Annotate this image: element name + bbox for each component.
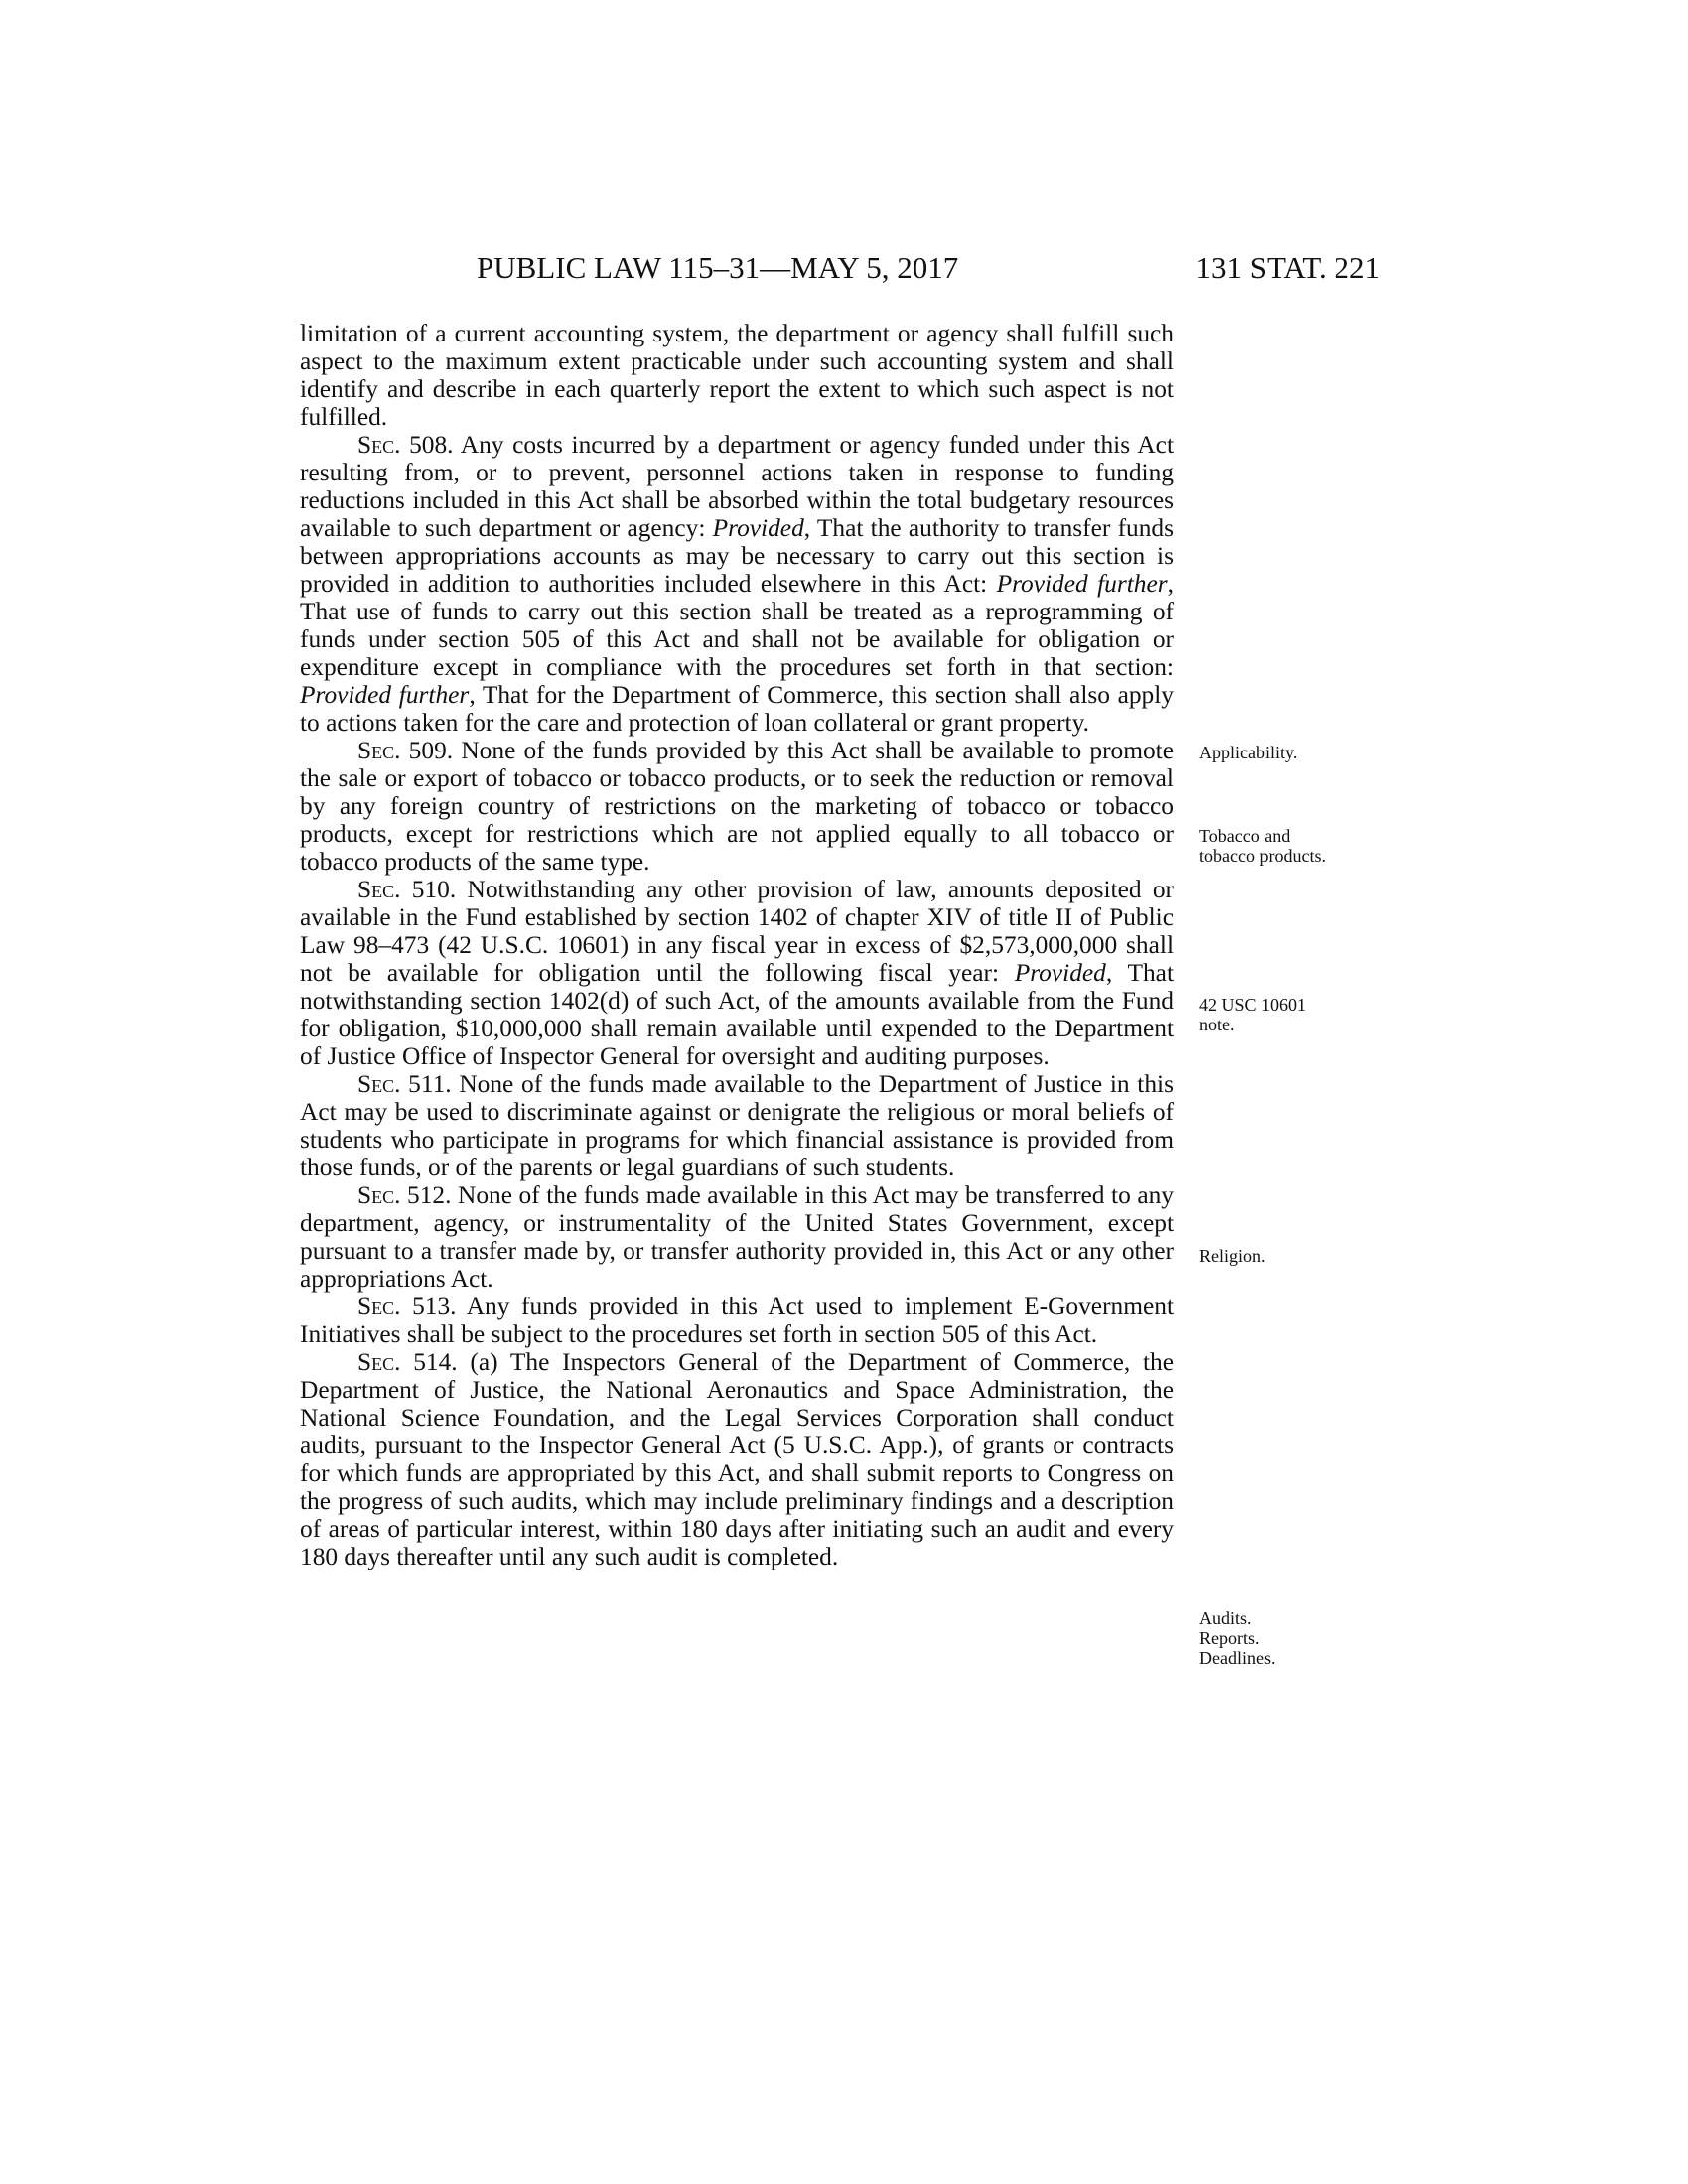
section-512-label: Sec. 512.	[357, 1181, 452, 1209]
header-title: PUBLIC LAW 115–31—MAY 5, 2017	[477, 250, 959, 285]
section-510-text-1: Notwithstanding any other provision of law, amounts deposited or available in the Fund established by section 1402 of chapter XIV of title II of Public Law 98–473 (42 U.S.C. 10601) in any fiscal year in excess of $2,573,000,000 shall not be available for obligation until the following fiscal year:	[300, 876, 1174, 987]
section-508	[300, 431, 1174, 737]
section-514	[300, 1348, 1174, 1570]
section-511-label: Sec. 511.	[357, 1070, 452, 1098]
section-508-proviso-1: Provided	[712, 514, 804, 542]
section-512-text: None of the funds made available in this Act may be transferred to any department, agency, or instrumentality of the United States Government, except pursuant to a transfer made by, or transfer authority provided in, this Act or any other appropriations Act.	[300, 1181, 1174, 1293]
margin-note-audits-line-2: Reports.	[1199, 1628, 1260, 1648]
section-511	[300, 1070, 1174, 1181]
section-510-proviso: Provided	[1014, 959, 1106, 987]
margin-note-tobacco-line-1: Tobacco and	[1199, 826, 1291, 846]
section-508-proviso-3: Provided further	[300, 681, 470, 709]
section-509-label: Sec. 509.	[357, 737, 454, 764]
margin-note-audits-line-3: Deadlines.	[1199, 1648, 1276, 1668]
section-514-text: (a) The Inspectors General of the Department of Commerce, the Department of Justice, the National Aeronautics and Space Administration, the National Science Foundation, and the Legal Services Corporation shall conduct audits, pursuant to the Inspector General Act (5 U.S.C. App.), of grants or contracts for which funds are appropriated by this Act, and shall submit reports to Congress on the progress of such audits, which may include preliminary findings and a description of areas of particular interest, within 180 days after initiating such an audit and every 180 days thereafter until any such audit is completed.	[300, 1348, 1174, 1570]
margin-note-usc-line-1: 42 USC 10601	[1199, 995, 1307, 1015]
header-page-ref: 131 STAT. 221	[1196, 250, 1380, 285]
margin-note-tobacco	[1199, 826, 1398, 866]
margin-note-tobacco-line-2: tobacco products.	[1199, 846, 1326, 866]
section-510-text-2: , That notwithstanding section 1402(d) of such Act, of the amounts available from the Fund for obligation, $10,000,000 shall remain available until expended to the Department of Justice Office of Inspector General for oversight and auditing purposes.	[300, 959, 1175, 1070]
body-text	[300, 320, 1174, 1570]
section-513-text: Any funds provided in this Act used to implement E-Government Initiatives shall be subject to the procedures set forth in section 505 of this Act.	[300, 1293, 1174, 1348]
section-514-label: Sec. 514.	[357, 1348, 458, 1376]
section-508-text-1: Any costs incurred by a department or agency funded under this Act resulting from, or to prevent, personnel actions taken in response to funding reductions included in this Act shall be absorbed within the total budgetary resources available to such department or agency:	[300, 431, 1174, 542]
margin-note-audits	[1199, 1608, 1398, 1668]
margin-note-audits-line-1: Audits.	[1199, 1608, 1252, 1628]
section-508-proviso-2: Provided further	[996, 570, 1168, 598]
section-511-text: None of the funds made available to the Department of Justice in this Act may be used to discriminate against or denigrate the religious or moral beliefs of students who participate in programs for which financial assistance is provided from those funds, or of the parents or legal guardians of such students.	[300, 1070, 1174, 1181]
margin-note-religion	[1199, 1246, 1398, 1266]
margin-note-applicability-text: Applicability.	[1199, 743, 1298, 762]
running-head	[298, 248, 1380, 288]
section-508-text-4: , That for the Department of Commerce, this section shall also apply to actions taken for the care and protection of loan collateral or grant property.	[300, 681, 1174, 737]
section-512	[300, 1181, 1174, 1293]
section-508-label: Sec. 508.	[357, 431, 454, 459]
section-508-text-3: , That use of funds to carry out this section shall be treated as a reprogramming of funds under section 505 of this Act and shall not be available for obligation or expenditure except in compliance with the procedures set forth in that section:	[300, 570, 1174, 681]
margin-note-applicability	[1199, 743, 1398, 762]
section-508-text-2: , That the authority to transfer funds between appropriations accounts as may be necessary to carry out this section is provided in addition to authorities included elsewhere in this Act:	[300, 514, 1174, 598]
continuation-paragraph: limitation of a current accounting system, the department or agency shall fulfill such aspect to the maximum extent practicable under such accounting system and shall identify and describe in each quarterly report the extent to which such aspect is not fulfilled.	[300, 320, 1174, 431]
margin-note-religion-text: Religion.	[1199, 1246, 1266, 1266]
section-510	[300, 876, 1174, 1070]
margin-note-usc	[1199, 995, 1398, 1034]
section-509-text: None of the funds provided by this Act shall be available to promote the sale or export of tobacco or tobacco products, or to seek the reduction or removal by any foreign country of restrictions on the marketing of tobacco or tobacco products, except for restrictions which are not applied equally to all tobacco or tobacco products of the same type.	[300, 737, 1174, 876]
section-513-label: Sec. 513.	[357, 1293, 457, 1320]
section-513	[300, 1293, 1174, 1348]
section-510-label: Sec. 510.	[357, 876, 457, 903]
section-509	[300, 737, 1174, 876]
margin-note-usc-line-2: note.	[1199, 1015, 1235, 1034]
